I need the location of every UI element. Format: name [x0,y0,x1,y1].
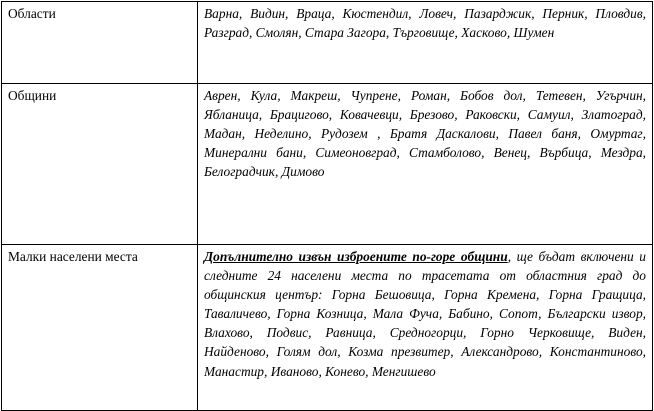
row-label-municipalities: Общини [2,84,198,245]
row-values-small-settlements [198,245,653,411]
regions-table [1,1,653,411]
table-row-regions [2,2,653,84]
small-settlements-lead-text: Допълнително извън изброените по-горе общини [204,249,508,264]
row-label-small-settlements: Малки населени места [2,245,198,411]
row-values-municipalities: Аврен, Кула, Макреш, Чупрене, Роман, Бобов дол, Тетевен, Угърчин, Ябланица, Брацигово, Ковачевци, Брезово, Раковски, Самуил, Златоград, Мадан, Неделино, Рудозем , Братя Даскалови, Павел баня, Омуртаг, Минерални бани, Симеоновград, Стамболово, Венец, Върбица, Мездра, Белоградчик, Димово [198,84,653,245]
table-row-small-settlements [2,245,653,411]
small-settlements-list-text: , ще бъдат включени и следните 24 населени места по трасетата от областния град до общинския център: Горна Бешовица, Горна Кремена, Горна Гращица, Таваличево, Горна Козница, Мала Фуча, Бабино, Сопот, Български извор, Влахово, Подвис, Равница, Средногорци, Горно Черковище, Виден, Найденово, Голям дол, Козма презвитер, Александрово, Константиново, Манастир, Иваново, Конево, Менгишево [204,249,646,379]
table-row-municipalities [2,84,653,245]
row-label-regions: Области [2,2,198,84]
row-values-regions: Варна, Видин, Враца, Кюстендил, Ловеч, Пазарджик, Перник, Пловдив, Разград, Смолян, Стара Загора, Търговище, Хасково, Шумен [198,2,653,84]
